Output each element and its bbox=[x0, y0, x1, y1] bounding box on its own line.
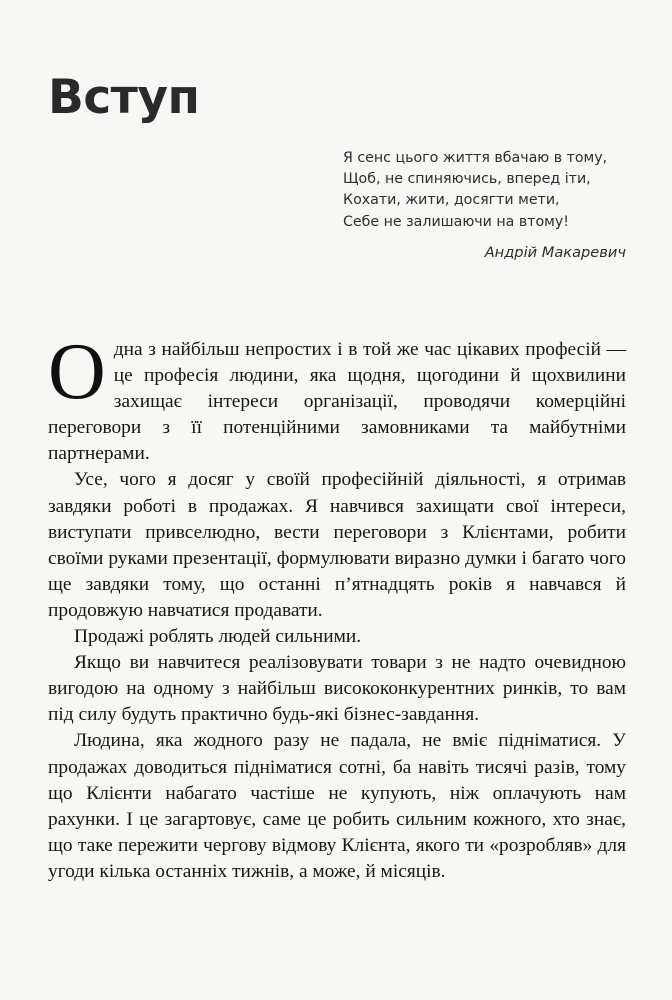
drop-cap: О bbox=[48, 328, 106, 416]
paragraph bbox=[48, 328, 626, 467]
epigraph-block bbox=[343, 148, 626, 263]
paragraph: Продажі роблять людей сильними. bbox=[74, 626, 362, 648]
epigraph-line: Я сенс цього життя вбачаю в тому, bbox=[343, 150, 608, 166]
epigraph-line: Кохати, жити, досягти мети, bbox=[343, 192, 560, 209]
paragraph-text: дна з найбільш непростих і в той же час цікавих професій — це професія людини, яка щодня, щогодини й щохвилини захищає інтереси організації, проводячи комерційні переговори з її потенційними замовниками та майбутніми партнерами. bbox=[48, 339, 626, 465]
paragraph: Людина, яка жодного разу не падала, не вміє підніматися. У продажах доводиться підніматися сотні, ба навіть тисячі разів, тому що Клієнти набагато частіше не купують, ніж оплачують нам рахунки. І це загартовує, саме це робить сильним кожного, хто знає, що таке пережити чергову відмову Клієнта, якого ти «розробляв» для угоди кілька останніх тижнів, а може, й місяців. bbox=[48, 730, 626, 882]
epigraph-line: Себе не залишаючи на втому! bbox=[343, 213, 569, 230]
page-title: Вступ bbox=[48, 70, 200, 125]
epigraph-line: Щоб, не спиняючись, вперед іти, bbox=[343, 171, 591, 188]
body-text bbox=[48, 328, 626, 885]
paragraph: Усе, чого я досяг у своїй професійній діяльності, я отримав завдяки роботі в продажах. Я навчився захищати свої інтереси, виступати привселюдно, вести переговори з Клієнтами, робити своїми руками презентації, формулювати виразно думки і багато чого ще завдяки тому, що останні п’ятнадцять років я навчався й продовжую навчатися продавати. bbox=[48, 469, 626, 621]
paragraph: Якщо ви навчитеся реалізовувати товари з не надто очевидною вигодою на одному з найбільш висококонкурентних ринків, то вам під силу будуть практично будь-які бізнес-завдання. bbox=[48, 652, 626, 726]
epigraph-author: Андрій Макаревич bbox=[484, 243, 626, 261]
